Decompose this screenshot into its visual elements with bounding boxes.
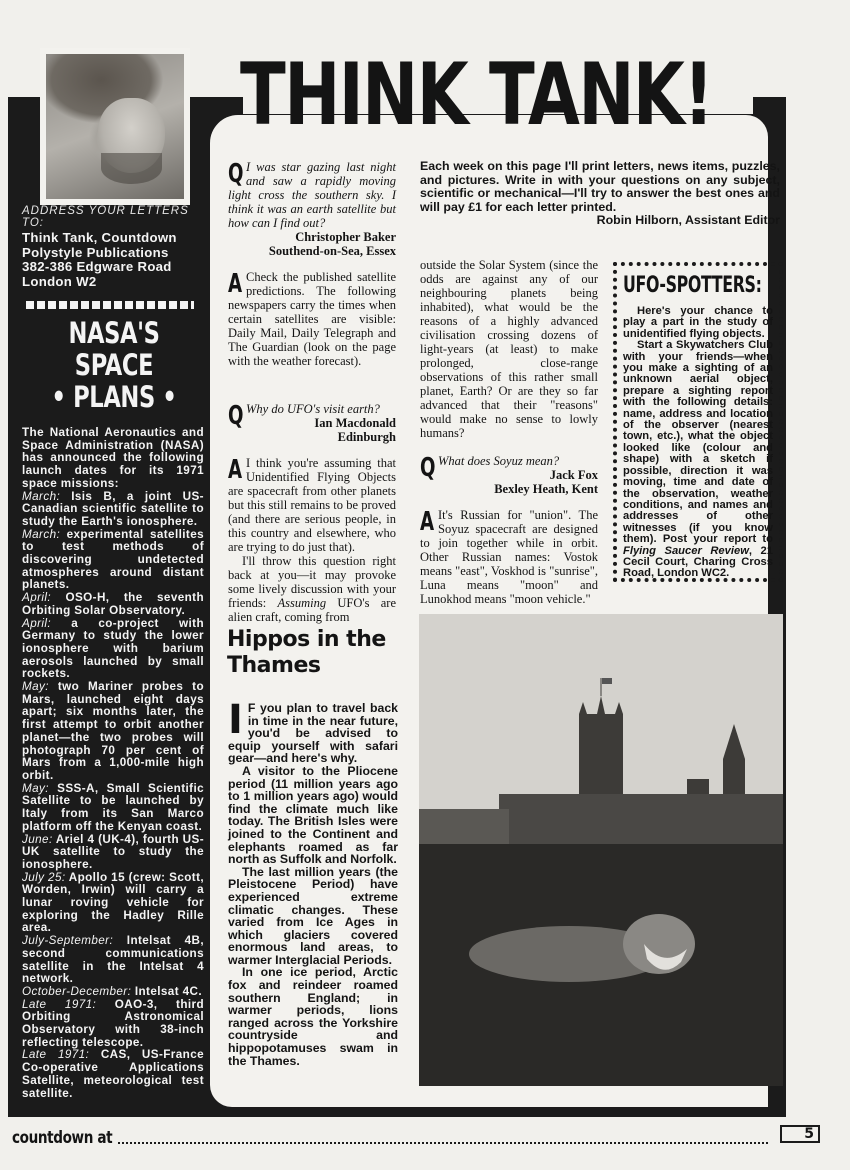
mission-date: June: xyxy=(22,832,53,846)
address-line: 382-386 Edgware Road xyxy=(22,259,172,274)
hippos-paragraph-4: In one ice period, Arctic fox and reindeer roamed southern England; in warmer periods, lions ranged across the Yorkshire countryside and hippopotamuses swam in the Thames. xyxy=(228,965,398,1068)
mission-date: March: xyxy=(22,527,61,541)
letter-1-question xyxy=(228,160,396,230)
mission-date: May: xyxy=(22,781,49,795)
mission-text: CAS, US-France Co-operative Applications Satellite, meteorological test satellite. xyxy=(22,1048,204,1100)
ufo-box-title: UFO-SPOTTERS: xyxy=(623,273,762,298)
question-text: What does Soyuz mean? xyxy=(438,454,560,468)
magazine-name: Flying Saucer Review xyxy=(623,544,749,557)
hippos-p1-text: F you plan to travel back in time in the near future, you'd be advised to equip yourself with safari gear—and here's why. xyxy=(228,701,398,766)
answer-mark-a: A xyxy=(228,269,243,299)
trees xyxy=(419,809,509,844)
mission-entry xyxy=(22,529,204,593)
answer-p2-text: I'll throw this question right back at you—it may provoke some lively discussion with your friends: xyxy=(228,554,396,610)
dotted-divider xyxy=(26,301,194,309)
dropcap-i: I xyxy=(228,697,243,743)
answer-p2-text-end: UFO's are alien craft, coming from xyxy=(228,596,396,624)
answer-p2-emphasis: Assuming xyxy=(277,596,327,610)
mission-date: April: xyxy=(22,591,52,605)
mission-date: October-December: xyxy=(22,984,132,998)
mission-text: Isis B, a joint US-Canadian scientific satellite to study the Earth's ionosphere. xyxy=(22,489,204,528)
answer-text: I think you're assuming that Unidentified Flying Objects are spacecraft from other planets but this still remains to be proved (and there are serious people, in this country and elsewhere, who are trying to do just that). xyxy=(228,456,396,554)
mission-entry xyxy=(22,491,204,529)
mission-entry xyxy=(22,618,204,682)
nasa-intro: The National Aeronautics and Space Administration (NASA) has announced the following launch dates for its 1971 space missions: xyxy=(22,426,204,490)
mission-entry xyxy=(22,1049,204,1100)
answer-paragraph-2 xyxy=(228,554,396,624)
mission-entry xyxy=(22,783,204,834)
letter-place: Edinburgh xyxy=(337,430,396,444)
intro-signature: Robin Hilborn, Assistant Editor xyxy=(596,213,780,228)
answer-continuation: outside the Solar System (since the odds are against any of our neighbouring planets being inhabited), what would be the reasons of a highly advanced civilisation crossing dozens of light-years (at least) to make prolonged, close-range observations of this rather small planet, Earth? Or are they so far advanced that their "reasons" would make no sense to lowly humans? xyxy=(420,258,598,440)
page-title: THINK TANK! xyxy=(240,45,713,145)
ufo-spotters-box xyxy=(613,262,783,582)
address-line: Think Tank, Countdown xyxy=(22,230,177,245)
mission-date: July 25: xyxy=(22,870,66,884)
letters-column-1 xyxy=(228,160,396,624)
address-label: ADDRESS YOUR LETTERS TO: xyxy=(22,205,189,229)
hippos-headline: Hippos in the Thames xyxy=(227,627,386,678)
hippos-article xyxy=(228,697,398,1068)
letter-author: Ian Macdonald xyxy=(314,416,396,430)
mission-text: Intelsat 4C. xyxy=(134,984,203,998)
mission-entry xyxy=(22,834,204,872)
footer-dotted-leader xyxy=(118,1142,768,1144)
intro-text: Each week on this page I'll print letters, news items, puzzles, and pictures. Write in with your questions on any subject, scientific or mechanical—I'll try to answer the best ones and will pay £1 for each letter printed. xyxy=(420,159,780,214)
answer-text: Check the published satellite predictions. The following newspapers carry the times when certain satellites are visible: Daily Mail, Daily Telegraph and The Guardian (look on the page with the weather forecast). xyxy=(228,270,396,368)
letter-1-answer xyxy=(228,270,396,368)
mission-entry xyxy=(22,872,204,936)
sidebar xyxy=(22,205,204,1100)
address-line: London W2 xyxy=(22,273,97,289)
question-mark-q: Q xyxy=(228,401,244,431)
hippo-thames-photo xyxy=(419,614,783,1086)
mission-text: a co-project with Germany to study the lower ionosphere with barium aerosols launched by small rockets. xyxy=(22,616,204,681)
mission-text: OSO-H, the seventh Orbiting Solar Observatory. xyxy=(22,591,204,617)
hippos-paragraph-2: A visitor to the Pliocene period (11 million years ago to 1 million years ago) would find the climate much like today. The British Isles were joined to the Continent and elephants roamed as far north as Suffolk and Norfolk. xyxy=(228,763,398,867)
footer-brand: countdown at xyxy=(12,1128,113,1148)
ufo-box-paragraph-2 xyxy=(623,340,773,580)
editor-intro xyxy=(420,160,780,228)
answer-mark-a: A xyxy=(420,507,435,537)
flag xyxy=(602,678,612,684)
nasa-section-title-line2: • PLANS • xyxy=(51,380,177,414)
hippos-paragraph-1 xyxy=(228,697,398,766)
mission-text: SSS-A, Small Scientific Satellite to be launched by Italy from its San Marco platform off the Kenyan coast. xyxy=(22,781,204,833)
letter-author: Jack Fox xyxy=(549,468,598,482)
address-line: Polystyle Publications xyxy=(22,244,169,260)
mission-date: Late 1971: xyxy=(22,997,97,1011)
question-text: I was star gazing last night and saw a rapidly moving light cross the southern sky. I think it was an earth satellite but how can I find out? xyxy=(228,160,396,230)
nasa-section-title-line1: NASA'S SPACE xyxy=(68,316,160,382)
mission-entry xyxy=(22,935,204,986)
page-number: 5 xyxy=(780,1125,820,1143)
letter-3-answer xyxy=(420,508,598,606)
missions-container xyxy=(22,491,204,1101)
mission-date: Late 1971: xyxy=(22,1048,90,1062)
answer-mark-a: A xyxy=(228,455,243,485)
letter-place: Bexley Heath, Kent xyxy=(494,482,598,496)
photo-illustration xyxy=(419,614,783,1086)
question-mark-q: Q xyxy=(228,159,244,189)
mission-text: Apollo 15 (crew: Scott, Worden, Irwin) will carry a lunar roving vehicle for exploring the Hadley Rille area. xyxy=(22,870,205,935)
mission-text: two Mariner probes to Mars, launched eight days apart; six months later, the first attempt to orbit another planet—the two probes will photograph 70 per cent of Mars from a 1,000-mile high orbit. xyxy=(22,680,204,782)
ufo-p2-address: , 21 Cecil Court, Charing Cross Road, London WC2. xyxy=(623,544,773,580)
mission-date: March: xyxy=(22,489,61,503)
letter-author: Christopher Baker xyxy=(295,230,396,244)
mission-text: experimental satellites to test methods of discovering undetected atmospheres around distant planets. xyxy=(22,527,204,592)
hippos-paragraph-3: The last million years (the Pleistocene Period) have experienced extreme climatic changes. These varied from Ice Ages in which glaciers covered enormous land areas, to warmer Interglacial Periods. xyxy=(228,864,398,967)
portrait-beard xyxy=(101,153,162,185)
mission-text: Intelsat 4B, second communications satellite in the Intelsat 4 network. xyxy=(22,934,204,986)
letters-column-2 xyxy=(420,258,598,606)
mission-text: OAO-3, third Orbiting Astronomical Observatory with 38-inch reflecting telescope. xyxy=(22,997,204,1049)
answer-text: It's Russian for "union". The Soyuz spacecraft are designed to join together while in orbit. Other Russian names: Vostok means "east", Voskhod is "sunrise", Luna means "moon" and Lunokhod means "moon vehicle." xyxy=(420,508,598,606)
letter-place: Southend-on-Sea, Essex xyxy=(268,244,396,258)
mission-entry xyxy=(22,592,204,617)
mission-date: April: xyxy=(22,616,52,630)
mission-entry xyxy=(22,681,204,783)
ufo-box-paragraph-1: Here's your chance to play a part in the study of unidentified flying objects. xyxy=(623,305,773,340)
ufo-p2-text: Start a Skywatchers Club with your friends—when you make a sighting of an unknown aerial object, prepare a sighting report with the following details: name, address and location of the observer (nearest town, etc.), what the object looked like (colour and shape) with a sketch if possible, direction it was moving, time and date of the observation, weather conditions, and names and addresses of other witnesses (if you know them). Post your report to xyxy=(623,339,773,546)
nasa-missions-list xyxy=(22,427,204,1100)
mission-entry xyxy=(22,999,204,1050)
editor-portrait-photo xyxy=(40,48,190,205)
question-text: Why do UFO's visit earth? xyxy=(246,402,380,416)
mission-date: July-September: xyxy=(22,934,114,948)
letter-2-answer xyxy=(228,456,396,554)
mission-text: Ariel 4 (UK-4), fourth US-UK satellite to study the ionosphere. xyxy=(22,832,204,871)
question-mark-q: Q xyxy=(420,453,436,483)
mission-date: May: xyxy=(22,680,49,694)
